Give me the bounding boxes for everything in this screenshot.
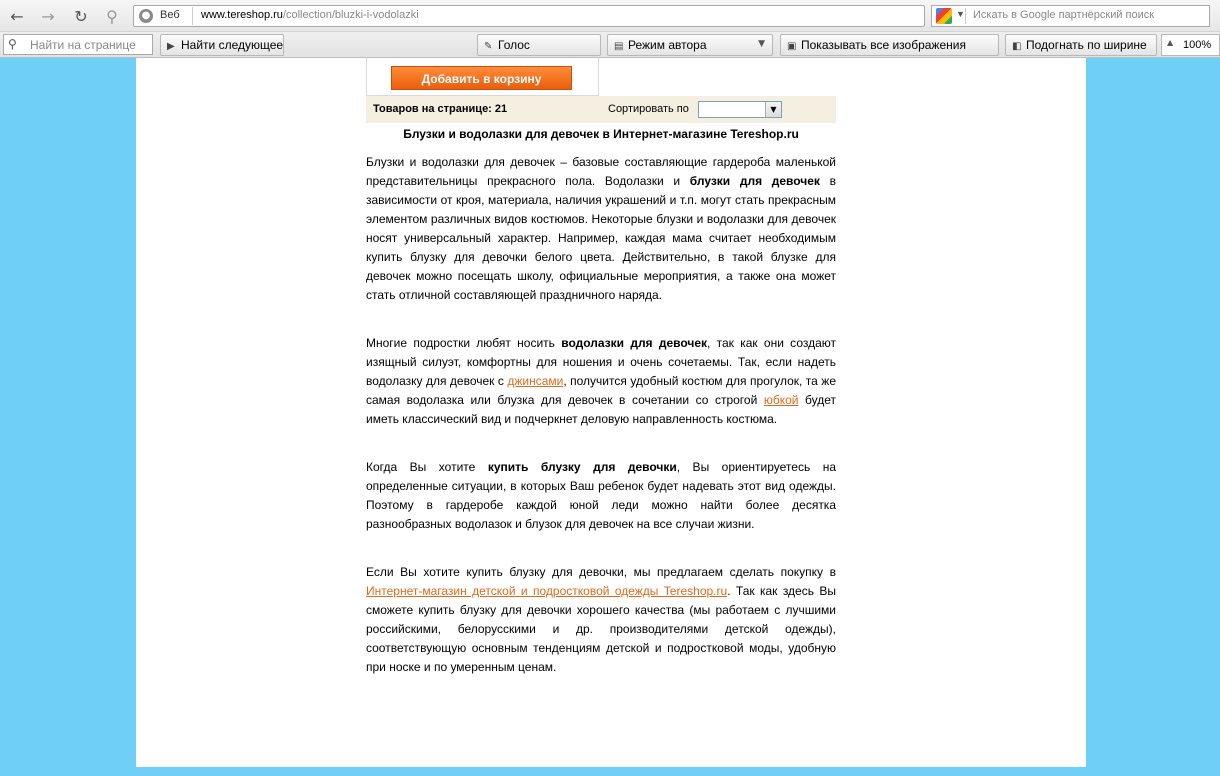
bold-phrase: блузки для девочек [689, 174, 820, 188]
address-separator [192, 7, 193, 25]
jeans-link[interactable]: джинсами [507, 374, 564, 388]
page-viewport [136, 58, 1086, 767]
fit-width-label: Подогнать по ширине [1026, 38, 1147, 52]
chevron-up-icon[interactable]: ▲ [1167, 38, 1174, 47]
paragraph-4 [366, 563, 836, 677]
text: , получится удобный костюм для прогулок, та же самая водолазка или блузка для девочек в сочетании со строгой [366, 374, 836, 407]
paragraph-2 [366, 334, 836, 429]
show-images-label: Показывать все изображения [801, 38, 966, 52]
globe-icon: ● [139, 9, 153, 23]
text: Блузки и водолазки для девочек – базовые составляющие гардероба маленькой представительницы прекрасного пола. Водолазки и [366, 155, 836, 188]
text: Многие подростки любят носить [366, 336, 562, 350]
author-mode-label: Режим автора [628, 38, 707, 52]
back-arrow-icon[interactable]: ← [10, 6, 24, 26]
microphone-icon: ✎ [484, 41, 493, 52]
bold-phrase: купить блузку для девочки [487, 460, 677, 474]
add-to-cart-button[interactable]: Добавить в корзину [391, 66, 572, 90]
fit-width-icon: ◧ [1012, 41, 1022, 52]
find-toolbar [0, 32, 1220, 58]
voice-button[interactable] [477, 34, 601, 56]
chevron-down-icon[interactable]: ▼ [765, 102, 781, 117]
image-icon: ▣ [787, 41, 797, 52]
text: будет иметь классический вид и подчеркнет деловую направленность костюма. [366, 393, 836, 426]
forward-arrow-icon[interactable]: → [41, 6, 55, 26]
author-mode-icon: ▤ [614, 41, 624, 52]
find-next-button[interactable] [160, 34, 284, 56]
search-icon: ⚲ [8, 37, 17, 51]
text: . Так как здесь Вы сможете купить блузку для девочки хорошего качества (мы работаем с лучшими российскими, белорусскими и др. производителями детской одежды), соответствующую основным тенденциям детской и подростковой моды, удобную при носке и по умеренным ценам. [366, 584, 836, 674]
show-images-button[interactable] [780, 34, 999, 56]
url-path: /collection/bluzki-i-vodolazki [282, 9, 419, 21]
reload-icon[interactable]: ↻ [74, 6, 88, 26]
shop-link[interactable]: Интернет-магазин детской и подростковой одежды Tereshop.ru [366, 584, 728, 598]
sort-bar [366, 96, 836, 123]
paragraph-3 [366, 458, 836, 534]
address-bar[interactable] [133, 5, 925, 27]
search-engine-selector[interactable] [934, 8, 966, 24]
text: Если Вы хотите купить блузку для девочки, мы предлагаем сделать покупку в [366, 565, 836, 579]
cart-box [366, 58, 599, 96]
find-placeholder: Найти на странице [30, 38, 136, 52]
sort-label: Сортировать по [608, 103, 689, 115]
text: в зависимости от кроя, материала, наличия украшений и т.п. могут стать прекрасным элементом различных видов костюмов. Некоторые блузки и водолазки для девочек носят универсальный характер. Например, каждая мама считает необходимым купить блузку для девочки белого цвета. Действительно, в такой блузке для девочек можно посещать школу, официальные мероприятия, а также она может стать отличной составляющей праздничного наряда. [366, 174, 836, 302]
bold-phrase: водолазки для девочек [561, 336, 708, 350]
text: , так как они создают изящный силуэт, комфортны для ношения и очень сочетаемы. Так, если надеть водолазку для девочек с [366, 336, 837, 388]
key-icon[interactable]: ⚲ [106, 6, 118, 26]
zoom-control[interactable] [1161, 34, 1220, 56]
fit-width-button[interactable] [1005, 34, 1157, 56]
google-icon [936, 8, 952, 24]
skirt-link[interactable]: юбкой [763, 393, 799, 407]
find-input[interactable] [3, 34, 153, 55]
browser-toolbar [0, 0, 1220, 32]
text: , Вы ориентируетесь на определенные ситуации, в которых Ваш ребенок будет надевать этот вид одежды. Поэтому в гардеробе каждой юной леди можно найти более десятка разнообразных водолазок и блузок для девочек на все случаи жизни. [366, 460, 836, 531]
url-text[interactable] [201, 9, 419, 21]
per-page-label: Товаров на странице: 21 [373, 103, 508, 115]
search-placeholder: Искать в Google партнёрский поиск [973, 9, 1155, 21]
text: Когда Вы хотите [366, 460, 488, 474]
page-title: Блузки и водолазки для девочек в Интернет-магазине Tereshop.ru [403, 127, 799, 141]
chevron-down-icon: ▼ [956, 9, 965, 19]
voice-label: Голос [498, 38, 530, 52]
chevron-down-icon: ▼ [758, 39, 765, 49]
sort-select[interactable] [698, 101, 782, 118]
find-next-label: Найти следующее [181, 38, 284, 52]
play-icon: ▶ [167, 41, 175, 52]
zoom-value: 100% [1183, 39, 1212, 51]
scheme-label: Веб [160, 9, 180, 21]
author-mode-dropdown[interactable] [607, 34, 773, 56]
search-box[interactable] [931, 5, 1210, 27]
paragraph-1 [366, 153, 836, 305]
url-host: www.tereshop.ru [201, 9, 283, 21]
